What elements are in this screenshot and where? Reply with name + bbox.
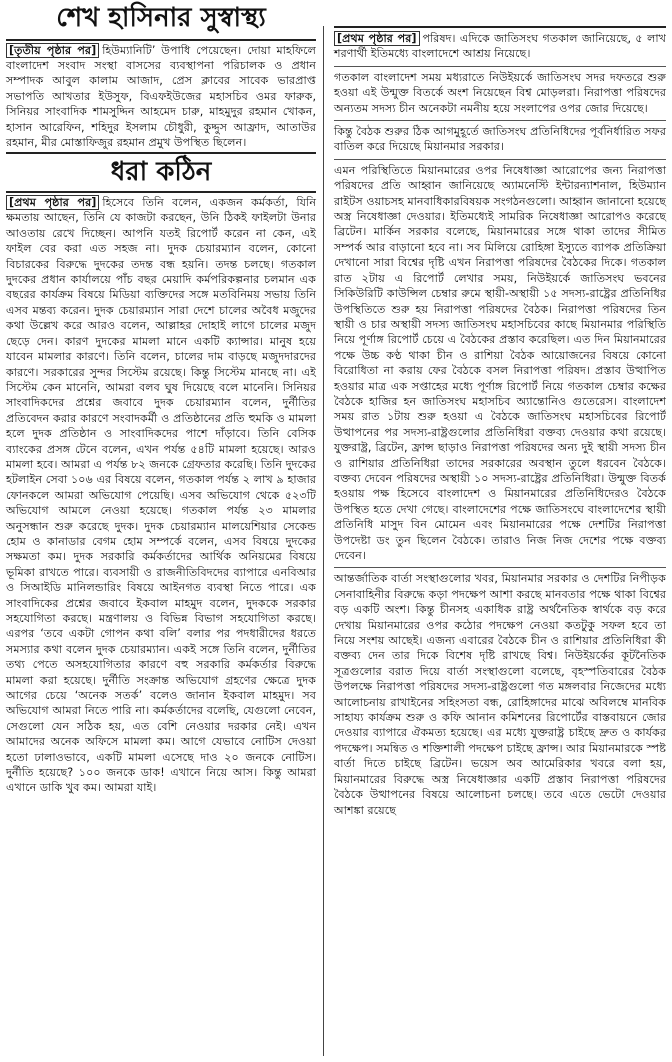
un-story-para-1: [প্রথম পৃষ্ঠার পর] পরিষদ। এদিকে জাতিসংঘ গতকাল জানিয়েছে, ৫ লাখ শরণার্থী ইতিমধ্যে বাংলাদেশে আশ্রয় নিয়েছে। [334,32,666,61]
column-divider [323,26,324,1056]
headline-sheikh-hasina: শেখ হাসিনার সুস্বাস্থ্য [56,3,266,33]
un-story-para-3: কিন্তু বৈঠক শুরুর ঠিক আগমুহূর্তে জাতিসংঘ প্রতিনিধিদের পূর্বনির্ধারিত সফর বাতিল করে দিয়েছে মিয়ানমার সরকার। [334,125,666,154]
continuation-tag: [প্রথম পৃষ্ঠার পর] [6,195,99,210]
headline-rule [6,191,316,193]
paragraph-rule [334,120,666,121]
paragraph-rule [334,66,666,67]
left-column [0,0,320,796]
paragraph-rule [334,159,666,160]
continuation-tag: [প্রথম পৃষ্ঠার পর] [334,31,420,46]
story-body-dhora-kothin: [প্রথম পৃষ্ঠার পর] হিসেবে তিনি বলেন, একজন কর্মকর্তা, যিনি ক্ষমতায় আছেন, তিনি যে কাজটা করছেন, উনি ঠিকই ফাইলটা উনার আওতায় রেখে দিচ্ছেন। আপনি যতই রিপোর্ট করেন না কেন, এই ফাইল বের করা এত সহজ না। দুদক চেয়ারম্যান বলেন, কোনো বিচারকের বিরুদ্ধে দুদকের তদন্ত বন্ধ হয়নি। তদন্ত চলছে। গতকাল দুদকের প্রধান কার্যালয়ে পাঁচ বছর মেয়াদি কর্মপরিকল্পনার চলমান এক বছরের কার্যক্রম বিষয়ে মিডিয়া ব্যক্তিদের সঙ্গে মতবিনিময় সভায় তিনি এসব মন্তব্য করেন। দুদক চেয়ারম্যান সারা দেশে চালের অবৈধ মজুদের কথা উল্লেখ করে আরও বলেন, আল্লাহর দোহাই লাগে চালের মজুদ ছেড়ে দেন। কারণ দুদকের মামলা মানে একটি ক্যান্সার। মানুষ হয়ে যাবেন মামলার কারণে। তিনি বলেন, চালের দাম বাড়ছে মজুদদারদের কারণে। সরকারের সুন্দর সিস্টেম রয়েছে। কিন্তু সিস্টেম মানছে না। এই সিস্টেম কেন মানেনি, আমরা বলব ঘুষ দিয়েছে বলে মানেনি। সিনিয়র সাংবাদিকদের প্রশ্নের জবাবে দুদক চেয়ারম্যান বলেন, দুর্নীতির প্রতিবেদন করার কারণে সংবাদকর্মী ও প্রতিষ্ঠানের প্রতি হুমকি ও মামলা হলে দুদক প্রতিষ্ঠান ও সাংবাদিকদের পাশে দাঁড়াবে। তিনি বেসিক ব্যাংকের প্রসঙ্গ টেনে বলেন, এখন পর্যন্ত ৫৪টি মামলা হয়েছে। আরও মামলা হবে। আমরা এ পর্যন্ত ৮২ জনকে গ্রেফতার করেছি। তিনি দুদকের হটলাইন সেবা ১০৬ এর বিষয়ে বলেন, গতকাল পর্যন্ত ২ লাখ ৯ হাজার ফোনকলে আমরা অভিযোগ পেয়েছি। এসব অভিযোগ থেকে ৫২৩টি অভিযোগ আমলে নেওয়া হয়েছে। গতকাল পর্যন্ত ২৩ মামলার অনুসন্ধান শুরু করেছে দুদক। দুদক চেয়ারম্যান মালয়েশিয়ার সেকেন্ড হোম ও কানাডার বেগম হোম সম্পর্কে বলেন, এসব বিষয়ে দুদকের সক্ষমতা কম। দুদক সরকারি কর্মকর্তাদের আর্থিক অনিয়মের বিষয়ে ভূমিকা রাখতে পারে। ব্যবসায়ী ও রাজনীতিবিদদের ব্যাপারে এনবিআর ও সিআইডি মানিলন্ডারিং বিষয়ে আইনগত ব্যবস্থা নিতে পারে। এক সাংবাদিকের প্রশ্নের জবাবে ইকবাল মাহমুদ বলেন, দুদককে সরকার সহযোগিতা করছে। মন্ত্রণালয় ও বিভিন্ন বিভাগ সহযোগিতা করছে। এরপর ‘তবে একটা গোপন কথা বলি’ বলার পর পদধারীদের ধরতে সমস্যার কথা বলেন দুদক চেয়ারম্যান। একই সঙ্গে তিনি বলেন, দুর্নীতির তথ্য পেতে অসহযোগিতার কারণে বহু সরকারি কর্মকর্তার বিরুদ্ধে মামলা করা হয়েছে। দুর্নীতি সংক্রান্ত অভিযোগ গ্রহণের ক্ষেত্রে দুদক আগের চেয়ে ‘অনেক সতর্ক’ বলেও জানান ইকবাল মাহমুদ। সব অভিযোগ আমরা নিতে পারি না। কর্মকর্তাদের বলেছি, যেগুলো নেবেন, সেগুলো যেন সঠিক হয়, এত বেশি নেওয়ার দরকার নেই। এখন আমাদের অনেক অফিসে মামলা কম। আগে যেভাবে নোটিস দেওয়া হতো ঢালাওভাবে, একটি মামলা এসেছে দাও ২০ জনকে নোটিস। দুর্নীতি হয়েছে? ১০০ জনকে ডাক! এখানে নিয়ে আস। কিন্তু আমরা এখানে ডাকি খুব কম। আমরা যাই। [6,196,316,795]
right-column [328,0,672,822]
un-story-para-2: গতকাল বাংলাদেশ সময় মধ্যরাতে নিউইয়র্কে জাতিসংঘ সদর দফতরে শুরু হওয়া এই উন্মুক্ত বিতর্কে অংশ নিয়েছেন বিশ্ব মোড়লরা। নিরাপত্তা পরিষদের অন্যতম সদস্য চীন অনেকটা নমনীয় হয়ে সংলাপের ওপর জোর দিয়েছে। [334,70,666,115]
headline-dhora-kothin: ধরা কঠিন [110,157,212,188]
continuation-tag: [তৃতীয় পৃষ্ঠার পর] [6,43,99,58]
headline-rule [6,39,316,41]
paragraph-rule [334,567,666,568]
story-separator [6,152,316,154]
story-body-sheikh-hasina: [তৃতীয় পৃষ্ঠার পর] হিউম্যানিটি’ উপাধি পেয়েছেন। দোয়া মাহফিলে বাংলাদেশ সংবাদ সংস্থা বাসসের ব্যবস্থাপনা পরিচালক ও প্রধান সম্পাদক আবুল কালাম আজাদ, প্রেস ক্লাবের সাবেক ভারপ্রাপ্ত সভাপতি আখতার ইউসুফ, বিএফইউজের মহাসচিব ওমর ফারুক, সিনিয়র সাংবাদিক শামসুদ্দিন আহমেদ চারু, মাহমুদুর রহমান খোকন, হাসান আরেফিন, শহিদুর ইসলাম চৌধুরী, কুদ্দুস আফ্রাদ, আতাউর রহমান, মীর মোস্তাফিজুর রহমান প্রমুখ উপস্থিত ছিলেন। [6,43,316,150]
un-story-para-5: আন্তর্জাতিক বার্তা সংস্থাগুলোর খবর, মিয়ানমার সরকার ও দেশটির নিপীড়ক সেনাবাহিনীর বিরুদ্ধে কড়া পদক্ষেপ আশা করছে মানবতার পক্ষে থাকা বিশ্বের বড় একটি অংশ। কিন্তু চীনসহ একাধিক রাষ্ট্র অর্থনৈতিক স্বার্থকে বড় করে দেখায় মিয়ানমারের ওপর কঠোর পদক্ষেপ নেওয়া কতটুকু সফল হবে তা নিয়ে সংশয় আছেই। এজন্য এবারের বৈঠকে চীন ও রাশিয়ার প্রতিনিধিরা কী বক্তব্য দেন তার দিকে বিশেষ দৃষ্টি রাখছে বিশ্ব। নিউইয়র্কের কূটনৈতিক সূত্রগুলোর বরাত দিয়ে বার্তা সংস্থাগুলো বলেছে, বৃহস্পতিবারের বৈঠক উপলক্ষে নিরাপত্তা পরিষদের সদস্য-রাষ্ট্রগুলো গত মঙ্গলবার নিজেদের মধ্যে আলোচনায় রাখাইনের সহিংসতা বন্ধ, রোহিঙ্গাদের মাঝে অবিলম্বে মানবিক সাহায্য কার্যক্রম শুরু ও কফি আনান কমিশনের রিপোর্টের বাস্তবায়নে জোর দেওয়ার ব্যাপারে ঐকমত্য হয়েছে। এর মধ্যে যুক্তরাষ্ট্র চাইছে দ্রুত ও কার্যকর পদক্ষেপ। সমন্বিত ও শক্তিশালী পদক্ষেপ চাইছে ফ্রান্স। আর মিয়ানমারকে স্পষ্ট বার্তা দিতে চাইছে ব্রিটেন। ভয়েস অব আমেরিকার খবরে বলা হয়, মিয়ানমারের বিরুদ্ধে অস্ত্র নিষেধাজ্ঞার একটি প্রস্তাব নিরাপত্তা পরিষদের বৈঠকে উত্থাপনের বিষয়ে আলোচনা চলছে। তবে এতে ভেটো দেওয়ার আশঙ্কা রয়েছে [334,572,666,817]
un-story-para-4: এমন পরিস্থিতিতে মিয়ানমারের ওপর নিষেধাজ্ঞা আরোপের জন্য নিরাপত্তা পরিষদের প্রতি আহ্বান জানিয়েছে অ্যামনেস্টি ইন্টারন্যাশনাল, হিউম্যান রাইটস ওয়াচসহ মানবাধিকারবিষয়ক সংগঠনগুলো। আহ্বান জানানো হয়েছে অস্ত্র নিষেধাজ্ঞা দেওয়ার। ইতিমধ্যেই সামরিক নিষেধাজ্ঞা আরোপও করেছে ব্রিটেন। মার্কিন সরকার বলেছে, মিয়ানমারের সঙ্গে থাকা তাদের সীমিত সম্পর্ক আর বাড়ানো হবে না। সব মিলিয়ে রোহিঙ্গা ইস্যুতে ব্যাপক প্রতিক্রিয়া দেখানো সারা বিশ্বের দৃষ্টি এখন নিরাপত্তা পরিষদের বৈঠকের দিকে। গতকাল রাত ২টায় এ রিপোর্ট লেখার সময়, নিউইয়র্কে জাতিসংঘ ভবনের সিকিউরিটি কাউন্সিল চেম্বার রুমে স্থায়ী-অস্থায়ী ১৫ সদস্য-রাষ্ট্রের প্রতিনিধির উপস্থিতিতে শুরু হয় নিরাপত্তা পরিষদের বৈঠক। নিরাপত্তা পরিষদের তিন স্থায়ী ও চার অস্থায়ী সদস্য জাতিসংঘ মহাসচিবের কাছে মিয়ানমার পরিস্থিতি নিয়ে পূর্ণাঙ্গ রিপোর্ট চেয়ে এ বৈঠকের প্রস্তাব করেছিল। এত দিন মিয়ানমারের পক্ষে উচ্চ কণ্ঠ থাকা চীন ও রাশিয়া বৈঠক আয়োজনের বিষয়ে কোনো বিরোধিতা না করায় ফের বৈঠকে বসল নিরাপত্তা পরিষদ। প্রস্তাব উত্থাপিত হওয়ার মাত্র এক সপ্তাহের মধ্যে পূর্ণাঙ্গ রিপোর্ট নিয়ে গতকাল চেম্বার কক্ষের বৈঠকে হাজির হন জাতিসংঘ মহাসচিব অ্যান্তোনিও গুতেরেস। বাংলাদেশ সময় রাত ১টায় শুরু হওয়া এ বৈঠকে জাতিসংঘ মহাসচিবের রিপোর্ট উত্থাপনের পর সদস্য-রাষ্ট্রগুলোর প্রতিনিধিরা বক্তব্য দেওয়ার কথা রয়েছে। যুক্তরাষ্ট্র, ব্রিটেন, ফ্রান্স ছাড়াও নিরাপত্তা পরিষদের অন্য দুই স্থায়ী সদস্য চীন ও রাশিয়ার প্রতিনিধিরা তাদের সরকারের অবস্থান তুলে ধরবেন বৈঠকে। বক্তব্য দেবেন পরিষদের অস্থায়ী ১০ সদস্য-রাষ্ট্রের প্রতিনিধিরা। উন্মুক্ত বিতর্ক হওয়ায় পক্ষ হিসেবে বাংলাদেশ ও মিয়ানমারের প্রতিনিধিদেরও বৈঠকে উপস্থিত হতে দেখা গেছে। বাংলাদেশের পক্ষে জাতিসংঘে বাংলাদেশের স্থায়ী প্রতিনিধি মাসুদ বিন মোমেন এবং মিয়ানমারের পক্ষে দেশটির নিরাপত্তা উপদেষ্টা ডং তুন ছিলেন বৈঠকে। তারাও নিজ নিজ দেশের পক্ষে বক্তব্য দেবেন। [334,163,666,562]
